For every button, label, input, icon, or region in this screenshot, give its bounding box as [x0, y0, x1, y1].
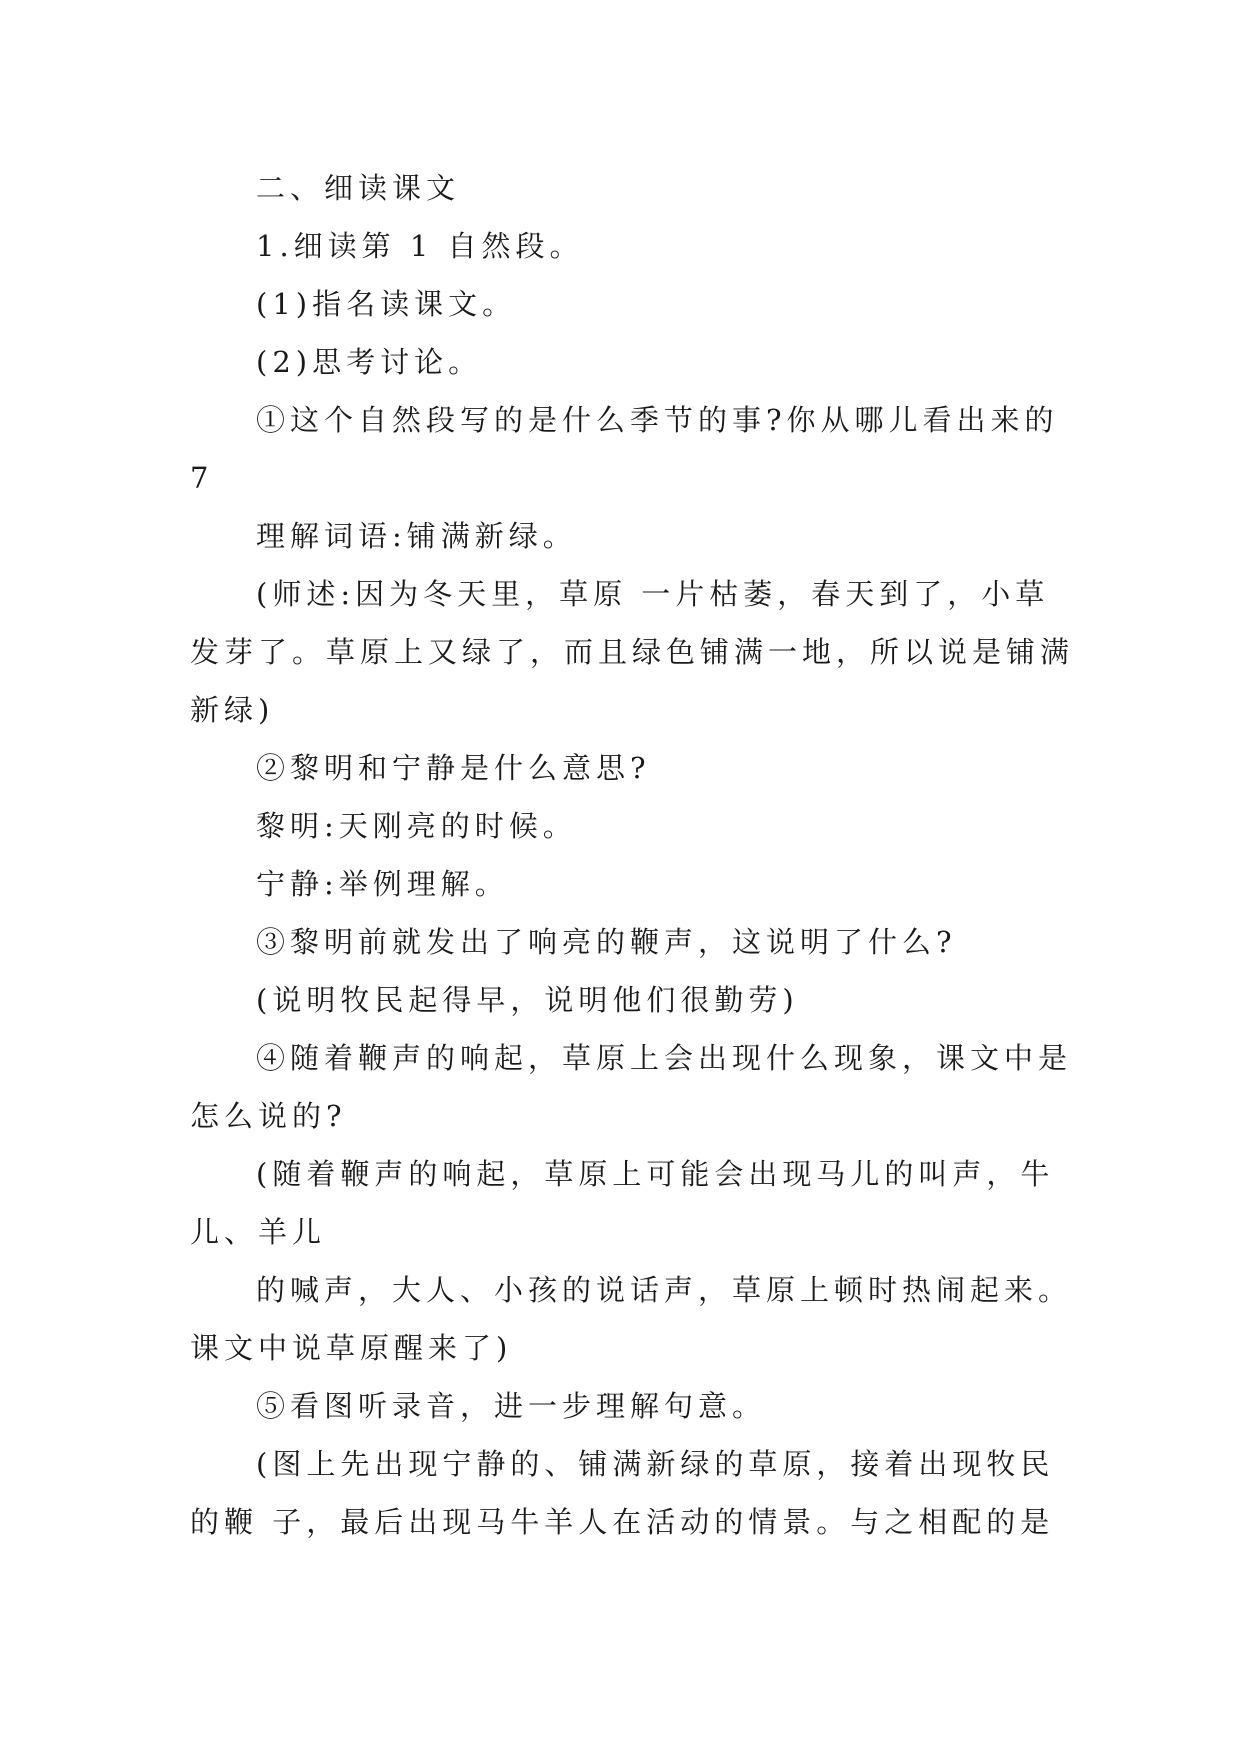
text-line: 黎明:天刚亮的时候。: [256, 809, 577, 843]
text-line: 新绿): [190, 693, 275, 727]
text-line: ④随着鞭声的响起，草原上会出现什么现象，课文中是: [256, 1041, 1073, 1075]
text-line: 发芽了。草原上又绿了，而且绿色铺满一地，所以说是铺满: [190, 635, 1075, 669]
text-line: ⑤看图听录音，进一步理解句意。: [256, 1389, 767, 1423]
text-line: (随着鞭声的响起，草原上可能会出现马儿的叫声，牛: [256, 1157, 1055, 1191]
text-line: 的鞭 子，最后出现马牛羊人在活动的情景。与之相配的是: [190, 1505, 1055, 1539]
text-line: 儿、羊儿: [190, 1215, 327, 1249]
text-line: 宁静:举例理解。: [256, 867, 509, 901]
text-line: (图上先出现宁静的、铺满新绿的草原，接着出现牧民: [256, 1447, 1055, 1481]
text-line: 理解词语:铺满新绿。: [256, 519, 577, 553]
text-line: (2)思考讨论。: [256, 345, 483, 379]
text-line: ②黎明和宁静是什么意思?: [256, 751, 651, 785]
step-heading: 1.细读第 1 自然段。: [256, 229, 584, 263]
text-line: 怎么说的?: [190, 1099, 347, 1133]
text-line: ①这个自然段写的是什么季节的事?你从哪儿看出来的: [256, 403, 1059, 437]
text-line: (1)指名读课文。: [256, 287, 517, 321]
text-line: (说明牧民起得早，说明他们很勤劳): [256, 983, 799, 1017]
text-line: 7: [190, 461, 214, 495]
text-line: 课文中说草原醒来了): [190, 1331, 513, 1365]
text-line: ③黎明前就发出了响亮的鞭声，这说明了什么?: [256, 925, 957, 959]
text-line: (师述:因为冬天里，草原 一片枯萎，春天到了，小草: [256, 577, 1050, 611]
text-line: 的喊声，大人、小孩的说话声，草原上顿时热闹起来。: [256, 1273, 1073, 1307]
section-heading: 二、细读课文: [256, 171, 461, 205]
